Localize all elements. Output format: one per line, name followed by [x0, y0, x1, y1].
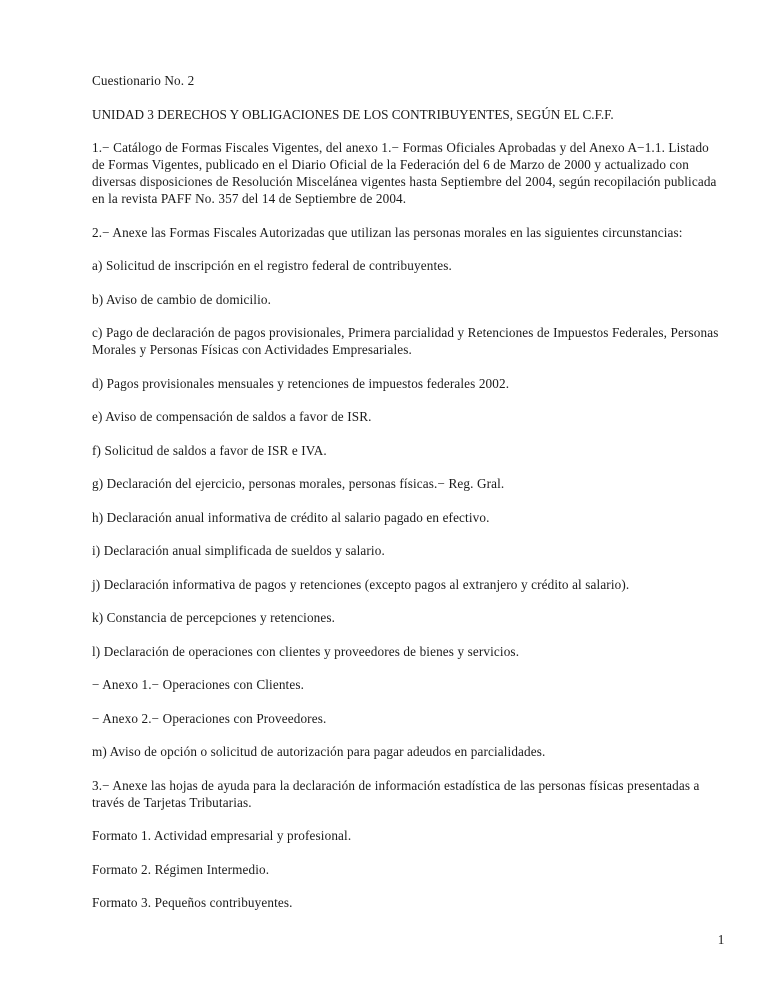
paragraph-item-a: a) Solicitud de inscripción en el registro federal de contribuyentes. — [92, 258, 452, 273]
paragraph-formato-3: Formato 3. Pequeños contribuyentes. — [92, 895, 293, 910]
paragraph-item-i: i) Declaración anual simplificada de sueldos y salario. — [92, 543, 385, 558]
paragraph-anexo-1: − Anexo 1.− Operaciones con Clientes. — [92, 677, 305, 692]
paragraph-item-m: m) Aviso de opción o solicitud de autorización para pagar adeudos en parcialidades. — [92, 744, 546, 759]
paragraph-item-h: h) Declaración anual informativa de crédito al salario pagado en efectivo. — [92, 509, 490, 525]
paragraph-item-c: c) Pago de declaración de pagos provisionales, Primera parcialidad y Retenciones de Impuestos Federales, Personas Morales y Personas Físicas con Actividades Empresariales. — [92, 325, 719, 357]
paragraph-item-f: f) Solicitud de saldos a favor de ISR e IVA. — [92, 442, 327, 458]
paragraph-item-e: e) Aviso de compensación de saldos a favor de ISR. — [92, 409, 372, 424]
paragraph-anexo-2: − Anexo 2.− Operaciones con Proveedores. — [92, 710, 327, 726]
paragraph-item-b: b) Aviso de cambio de domicilio. — [92, 291, 272, 307]
paragraph-item-l: l) Declaración de operaciones con clientes y proveedores de bienes y servicios. — [92, 643, 520, 659]
paragraph-item-2: 2.− Anexe las Formas Fiscales Autorizadas que utilizan las personas morales en las siguientes circunstancias: — [92, 224, 683, 240]
paragraph-formato-1: Formato 1. Actividad empresarial y profesional. — [92, 828, 352, 843]
paragraph-item-d: d) Pagos provisionales mensuales y retenciones de impuestos federales 2002. — [92, 375, 510, 391]
document-body — [92, 72, 720, 911]
document-header: Cuestionario No. 2 — [92, 73, 195, 88]
page-number: 1 — [717, 932, 725, 947]
unit-title: UNIDAD 3 DERECHOS Y OBLIGACIONES DE LOS CONTRIBUYENTES, SEGÚN EL C.F.F. — [92, 106, 614, 122]
paragraph-formato-2: Formato 2. Régimen Intermedio. — [92, 861, 270, 877]
paragraph-item-j: j) Declaración informativa de pagos y retenciones (excepto pagos al extranjero y crédito al salario). — [92, 576, 630, 592]
paragraph-item-3: 3.− Anexe las hojas de ayuda para la declaración de información estadística de las personas físicas presentadas a través de Tarjetas Tributarias. — [92, 777, 700, 810]
paragraph-item-k: k) Constancia de percepciones y retenciones. — [92, 610, 336, 625]
paragraph-item-g: g) Declaración del ejercicio, personas morales, personas físicas.− Reg. Gral. — [92, 476, 505, 491]
paragraph-item-1: 1.− Catálogo de Formas Fiscales Vigentes, del anexo 1.− Formas Oficiales Aprobadas y del Anexo A−1.1. Listado de Formas Vigentes, publicado en el Diario Oficial de la Federación del 6 de Marzo de 2000 y actualizado con diversas disposiciones de Resolución Miscelánea vigentes hasta Septiembre del 2004, según recopilación publicada en la revista PAFF No. 357 del 14 de Septiembre de 2004. — [92, 140, 717, 206]
